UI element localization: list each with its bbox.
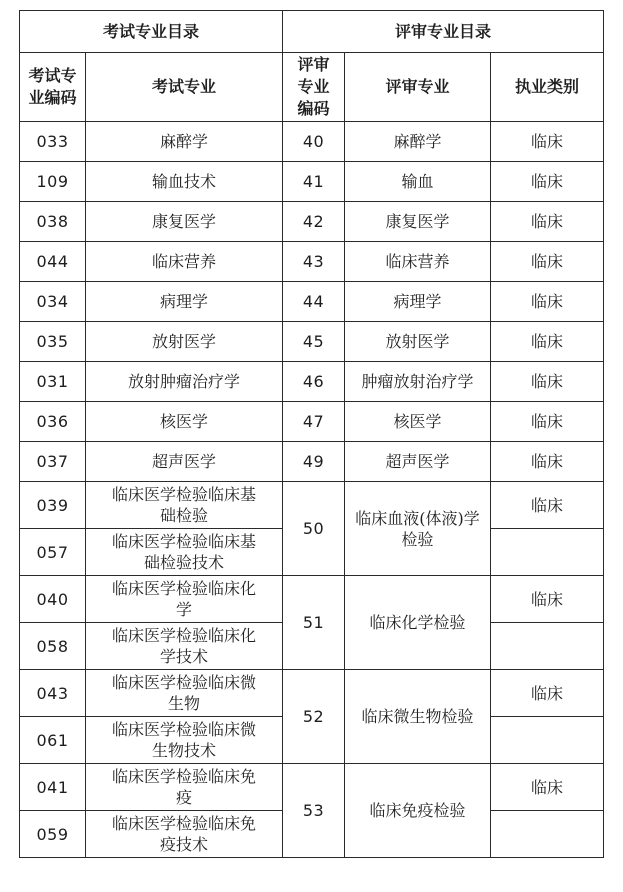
review-major-cell (345, 670, 491, 764)
exam-code-cell: 043 (20, 670, 86, 717)
exam-major-text: 临床医学检验临床免疫技术 (111, 814, 256, 854)
review-major-cell: 病理学 (345, 282, 491, 322)
exam-major-cell (86, 529, 283, 576)
exam-code-cell: 057 (20, 529, 86, 576)
column-header-row (20, 53, 604, 122)
practice-type-cell-empty (491, 623, 604, 670)
exam-code-cell: 039 (20, 482, 86, 529)
exam-code-cell: 033 (20, 122, 86, 162)
review-major-text: 临床微生物检验 (361, 707, 474, 726)
exam-major-cell: 核医学 (86, 402, 283, 442)
exam-code-cell: 041 (20, 764, 86, 811)
exam-code-cell: 058 (20, 623, 86, 670)
review-code-cell: 50 (283, 482, 345, 576)
exam-major-cell (86, 764, 283, 811)
practice-type-cell: 临床 (491, 322, 604, 362)
review-major-cell: 超声医学 (345, 442, 491, 482)
review-major-cell: 输血 (345, 162, 491, 202)
table-row (20, 282, 604, 322)
exam-major-text: 临床医学检验临床化学技术 (111, 626, 256, 666)
review-major-cell (345, 576, 491, 670)
exam-code-cell: 040 (20, 576, 86, 623)
practice-type-cell-empty (491, 529, 604, 576)
exam-major-cell (86, 717, 283, 764)
review-major-text: 临床免疫检验 (369, 801, 466, 820)
review-major-cell: 麻醉学 (345, 122, 491, 162)
table-row (20, 576, 604, 623)
exam-code-cell: 038 (20, 202, 86, 242)
table-row (20, 242, 604, 282)
exam-code-cell: 059 (20, 811, 86, 858)
table-row (20, 670, 604, 717)
review-catalog-header: 评审专业目录 (283, 11, 604, 53)
review-major-cell (345, 764, 491, 858)
practice-type-header: 执业类别 (491, 53, 604, 122)
exam-code-cell: 061 (20, 717, 86, 764)
review-code-cell: 45 (283, 322, 345, 362)
review-major-cell: 肿瘤放射治疗学 (345, 362, 491, 402)
exam-major-text: 临床医学检验临床化学 (111, 579, 256, 619)
practice-type-cell: 临床 (491, 122, 604, 162)
review-code-cell: 44 (283, 282, 345, 322)
exam-major-cell: 超声医学 (86, 442, 283, 482)
table-row (20, 442, 604, 482)
exam-catalog-header: 考试专业目录 (20, 11, 283, 53)
table-body (20, 122, 604, 858)
exam-code-cell: 035 (20, 322, 86, 362)
review-major-cell: 康复医学 (345, 202, 491, 242)
practice-type-cell: 临床 (491, 670, 604, 717)
table-row (20, 362, 604, 402)
exam-code-cell: 034 (20, 282, 86, 322)
practice-type-cell: 临床 (491, 282, 604, 322)
exam-major-cell: 康复医学 (86, 202, 283, 242)
review-code-cell: 52 (283, 670, 345, 764)
practice-type-cell: 临床 (491, 482, 604, 529)
exam-major-cell: 病理学 (86, 282, 283, 322)
review-code-cell: 47 (283, 402, 345, 442)
review-code-header: 评审专业编码 (283, 53, 345, 122)
table-row (20, 402, 604, 442)
practice-type-cell: 临床 (491, 162, 604, 202)
exam-major-cell (86, 623, 283, 670)
review-major-text: 临床血液(体液)学检验 (355, 508, 480, 549)
practice-type-cell-empty (491, 717, 604, 764)
table-row (20, 482, 604, 529)
practice-type-cell: 临床 (491, 402, 604, 442)
review-code-cell: 53 (283, 764, 345, 858)
exam-code-header: 考试专业编码 (20, 53, 86, 122)
review-code-cell: 41 (283, 162, 345, 202)
review-major-text: 临床化学检验 (369, 613, 466, 632)
table-row (20, 202, 604, 242)
exam-major-cell (86, 576, 283, 623)
table-row (20, 162, 604, 202)
practice-type-cell: 临床 (491, 202, 604, 242)
review-code-cell: 46 (283, 362, 345, 402)
exam-code-cell: 036 (20, 402, 86, 442)
exam-major-text: 临床医学检验临床免疫 (111, 767, 256, 807)
exam-major-cell (86, 811, 283, 858)
exam-major-cell: 放射肿瘤治疗学 (86, 362, 283, 402)
exam-major-header: 考试专业 (86, 53, 283, 122)
review-major-cell: 放射医学 (345, 322, 491, 362)
review-code-cell: 43 (283, 242, 345, 282)
exam-major-cell: 麻醉学 (86, 122, 283, 162)
exam-major-cell: 放射医学 (86, 322, 283, 362)
review-major-cell (345, 482, 491, 576)
exam-major-text: 临床医学检验临床微生物 (111, 673, 256, 713)
review-code-cell: 51 (283, 576, 345, 670)
review-code-cell: 49 (283, 442, 345, 482)
review-major-cell: 核医学 (345, 402, 491, 442)
exam-code-cell: 037 (20, 442, 86, 482)
exam-code-cell: 109 (20, 162, 86, 202)
review-code-cell: 40 (283, 122, 345, 162)
table-row (20, 122, 604, 162)
practice-type-cell: 临床 (491, 362, 604, 402)
review-major-cell: 临床营养 (345, 242, 491, 282)
exam-major-cell (86, 670, 283, 717)
practice-type-cell: 临床 (491, 442, 604, 482)
exam-major-cell: 临床营养 (86, 242, 283, 282)
exam-major-cell (86, 482, 283, 529)
exam-major-text: 临床医学检验临床微生物技术 (111, 720, 256, 760)
practice-type-cell: 临床 (491, 764, 604, 811)
exam-major-cell: 输血技术 (86, 162, 283, 202)
specialty-catalog-table (19, 10, 604, 858)
exam-major-text: 临床医学检验临床基础检验 (111, 485, 256, 525)
practice-type-cell: 临床 (491, 576, 604, 623)
table-row (20, 764, 604, 811)
exam-code-cell: 044 (20, 242, 86, 282)
group-header-row (20, 11, 604, 53)
exam-code-cell: 031 (20, 362, 86, 402)
table-row (20, 322, 604, 362)
practice-type-cell: 临床 (491, 242, 604, 282)
review-major-header: 评审专业 (345, 53, 491, 122)
review-code-cell: 42 (283, 202, 345, 242)
practice-type-cell-empty (491, 811, 604, 858)
exam-major-text: 临床医学检验临床基础检验技术 (111, 532, 256, 572)
